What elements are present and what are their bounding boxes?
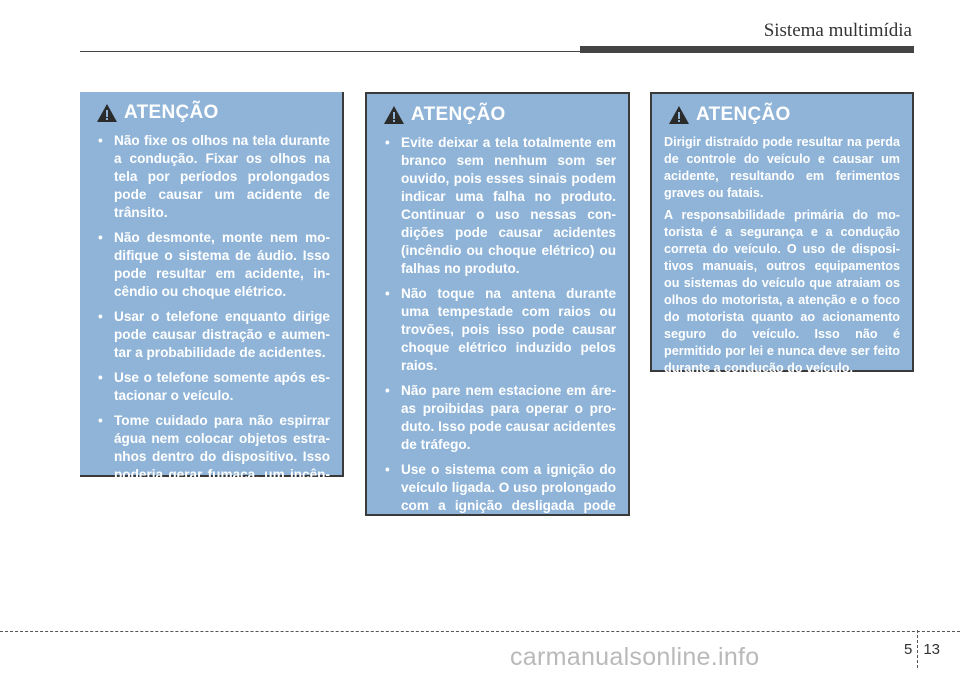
warning-heading-text: ATENÇÃO: [124, 102, 219, 123]
warning-paragraph: Dirigir distraído pode resultar na perda de controle do veículo e causar um acidente, resultando em ferimentos graves ou fatais.: [664, 135, 900, 200]
page-number: [904, 630, 940, 668]
list-item: • Use o sistema com a ignição do veículo ligada. O uso prolongado com a ignição desligada pode descarregar a bateria.: [385, 462, 616, 531]
header-divider-bar: [580, 46, 914, 53]
warning-box-3: [650, 92, 914, 375]
section-number: 5: [903, 640, 913, 658]
page-number-value: 13: [923, 640, 940, 658]
list-item: • Não pare nem estacione em áreas proibidas para operar o produto. Isso pode causar acidentes de tráfego.: [385, 383, 616, 452]
section-title: Sistema multimídia: [763, 20, 912, 41]
warning-box-1: [80, 92, 344, 500]
warning-heading: [383, 104, 616, 126]
warning-triangle-icon: [96, 103, 118, 123]
header-divider: [80, 51, 580, 52]
warning-heading-text: ATENÇÃO: [411, 104, 506, 125]
warning-box-2: [365, 92, 630, 531]
watermark: carmanualsonline.info: [510, 643, 760, 671]
page-number-separator: [917, 630, 918, 668]
warning-list: [377, 134, 616, 533]
warning-heading: [668, 104, 900, 126]
list-item: • Não toque na antena durante uma tempestade com raios ou trovões, pois isso pode causar choque elétrico induzido pelos raios.: [385, 286, 616, 373]
list-item: • Usar o telefone enquanto dirige pode causar distração e aumentar a probabilidade de acidentes.: [98, 309, 330, 360]
warning-list: [90, 132, 330, 502]
list-item: • Evite deixar a tela totalmente em branco sem nenhum som ser ouvido, pois esses sinais podem indicar uma falha no produto. Continuar o uso nessas condições pode causar acidentes (incêndio ou choque elétrico) ou falhas no produto.: [385, 135, 616, 276]
list-item: • Não desmonte, monte nem modifique o sistema de áudio. Isso pode resultar em acidente, incêndio ou choque elétrico.: [98, 230, 330, 299]
list-item: • Não fixe os olhos na tela durante a condução. Fixar os olhos na tela por períodos prolongados pode causar um acidente de trânsito.: [98, 133, 330, 220]
warning-heading: [96, 102, 330, 124]
warning-heading-text: ATENÇÃO: [696, 104, 791, 125]
list-item: • Use o telefone somente após estacionar o veículo.: [98, 370, 330, 403]
list-item: • Tome cuidado para não espirrar água nem colocar objetos estranhos dentro do dispositivo. Isso poderia gerar fumaça, um incêndio ou falha no produto.: [98, 413, 330, 500]
footer-divider: [0, 631, 960, 632]
warning-triangle-icon: [383, 105, 405, 125]
warning-paragraph: A responsabilidade primária do motorista é a segurança e a condução correta do veículo. O uso de dispositivos manuais, outros equipamentos ou sistemas do veículo que atraiam os olhos do motorista, a atenção e o foco do motorista quanto ao acionamento seguro do veículo. Isso não é permitido por lei e nunca deve ser feito durante a condução do veículo.: [664, 208, 900, 375]
warning-triangle-icon: [668, 105, 690, 125]
